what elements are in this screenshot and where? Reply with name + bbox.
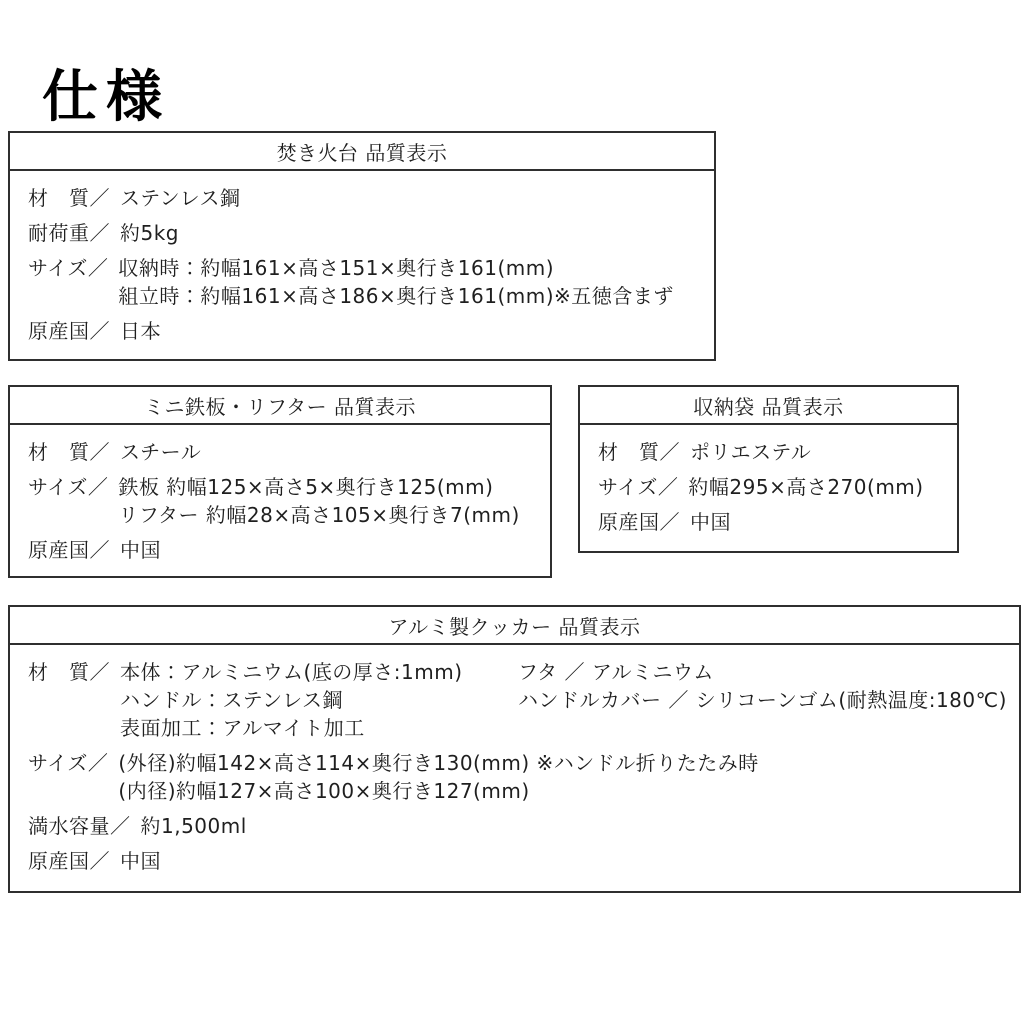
row-material-value: ステンレス鋼 — [120, 186, 241, 210]
row-material-label: 材 質／ — [598, 440, 680, 464]
row-load-capacity-value: 約5kg — [120, 221, 180, 245]
material-handle-cover: ハンドルカバー ／ シリコーンゴム(耐熱温度:180℃) — [518, 688, 1007, 712]
row-origin-label: 原産国／ — [28, 319, 110, 343]
spec-box-firepit — [8, 131, 716, 361]
row-size — [28, 473, 532, 529]
row-size-value-assembled: 組立時：約幅161×高さ186×奥行き161(mm)※五徳含まず — [118, 284, 674, 308]
row-origin-value: 中国 — [120, 538, 161, 562]
row-origin — [28, 317, 696, 345]
material-surface-finish: 表面加工：アルマイト加工 — [120, 716, 365, 740]
row-size — [28, 254, 696, 310]
spec-box-griddle-lifter-title: ミニ鉄板・リフター 品質表示 — [10, 387, 550, 425]
spec-box-aluminum-cooker — [8, 605, 1021, 893]
row-size-value-stored: 収納時：約幅161×高さ151×奥行き161(mm) — [118, 256, 555, 280]
row-size-label: サイズ／ — [28, 751, 109, 775]
row-load-capacity — [28, 219, 696, 247]
spec-box-firepit-title: 焚き火台 品質表示 — [10, 133, 714, 171]
row-material-columns — [120, 658, 1007, 742]
row-size-value-inner: (内径)約幅127×高さ100×奥行き127(mm) — [118, 779, 530, 803]
spec-box-aluminum-cooker-title: アルミ製クッカー 品質表示 — [10, 607, 1019, 645]
material-lid: フタ ／ アルミニウム — [518, 660, 714, 684]
row-material — [28, 438, 532, 466]
row-origin-value: 中国 — [690, 510, 731, 534]
row-material-value: スチール — [120, 440, 202, 464]
row-material-value: ポリエステル — [690, 440, 812, 464]
spec-box-storage-bag-title: 収納袋 品質表示 — [580, 387, 957, 425]
row-load-capacity-label: 耐荷重／ — [28, 221, 110, 245]
row-origin — [28, 847, 1001, 875]
row-size-value-lifter: リフター 約幅28×高さ105×奥行き7(mm) — [118, 503, 520, 527]
row-size-label: サイズ／ — [28, 256, 109, 280]
spec-box-aluminum-cooker-body — [10, 645, 1019, 888]
material-handle: ハンドル：ステンレス鋼 — [120, 688, 343, 712]
row-material-label: 材 質／ — [28, 440, 110, 464]
page-title: 仕様 — [42, 64, 170, 130]
row-size — [598, 473, 939, 501]
row-material-label: 材 質／ — [28, 186, 110, 210]
row-material-label: 材 質／ — [28, 660, 110, 684]
spec-box-storage-bag — [578, 385, 959, 553]
row-size-value-outer: (外径)約幅142×高さ114×奥行き130(mm) ※ハンドル折りたたみ時 — [118, 751, 759, 775]
spec-box-griddle-lifter-body — [10, 425, 550, 577]
row-size-value-plate: 鉄板 約幅125×高さ5×奥行き125(mm) — [118, 475, 494, 499]
row-material — [28, 658, 1007, 742]
material-body: 本体：アルミニウム(底の厚さ:1mm) — [120, 660, 463, 684]
row-full-capacity — [28, 812, 1001, 840]
row-origin-label: 原産国／ — [28, 538, 110, 562]
spec-box-griddle-lifter — [8, 385, 552, 578]
spec-box-firepit-body — [10, 171, 714, 358]
row-origin — [598, 508, 939, 536]
row-material — [598, 438, 939, 466]
row-material-left-column — [120, 658, 518, 742]
row-origin-label: 原産国／ — [598, 510, 680, 534]
row-size — [28, 749, 1001, 805]
row-size-label: サイズ／ — [598, 475, 679, 499]
row-full-capacity-label: 満水容量／ — [28, 814, 131, 838]
row-size-label: サイズ／ — [28, 475, 109, 499]
row-material — [28, 184, 696, 212]
row-origin-value: 中国 — [120, 849, 161, 873]
row-origin — [28, 536, 532, 564]
row-origin-value: 日本 — [120, 319, 161, 343]
spec-box-storage-bag-body — [580, 425, 957, 549]
row-full-capacity-value: 約1,500ml — [140, 814, 247, 838]
row-size-value: 約幅295×高さ270(mm) — [688, 475, 924, 499]
row-origin-label: 原産国／ — [28, 849, 110, 873]
row-material-right-column — [518, 658, 1007, 742]
